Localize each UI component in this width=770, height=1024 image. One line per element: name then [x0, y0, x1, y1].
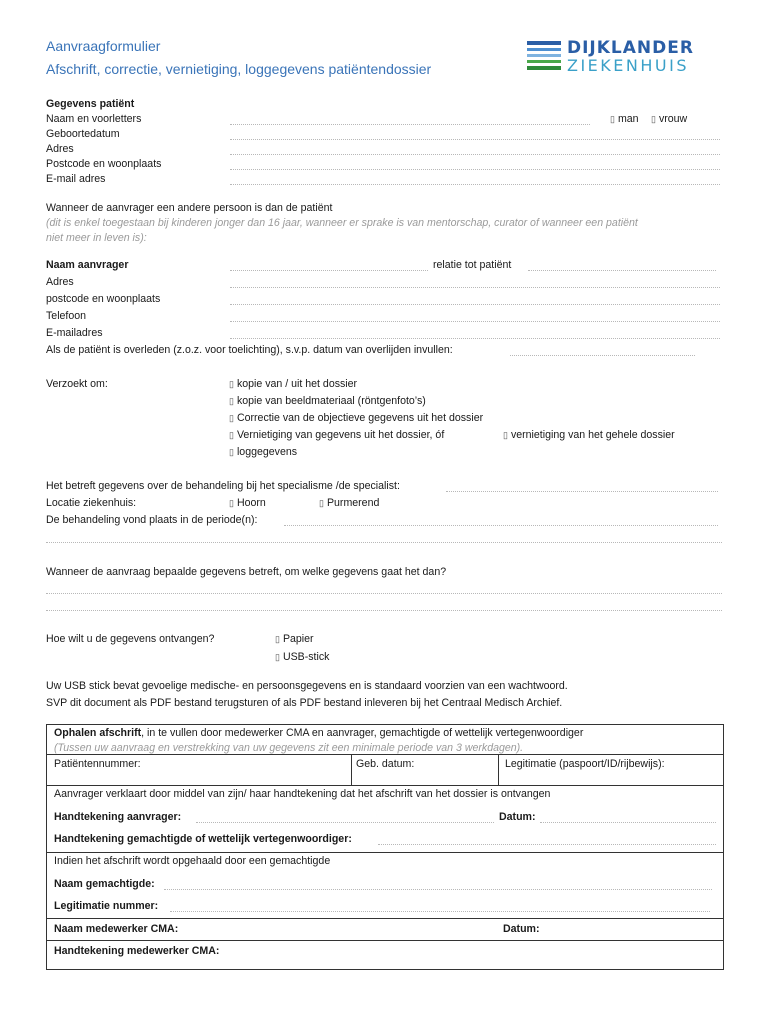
- pickup-heading: Ophalen afschrift, in te vullen door medewerker CMA en aanvrager, gemachtigde of wettelijk vertegenwoordiger: [54, 727, 584, 739]
- table-dob-label: Geb. datum:: [356, 758, 415, 770]
- requester-name-field[interactable]: [230, 270, 428, 271]
- cma-signature-label: Handtekening medewerker CMA:: [54, 945, 220, 957]
- table-divider: [46, 785, 723, 786]
- requester-note: Wanneer de aanvrager een andere persoon is dan de patiënt: [46, 202, 333, 214]
- table-col-divider: [498, 754, 499, 785]
- deceased-date-field[interactable]: [510, 355, 695, 356]
- patient-address-field[interactable]: [230, 154, 720, 155]
- cma-date-label: Datum:: [503, 923, 540, 935]
- patient-postal-field[interactable]: [230, 169, 720, 170]
- relation-field[interactable]: [528, 270, 716, 271]
- patient-number-label: Patiëntennummer:: [54, 758, 141, 770]
- specific-data-question: Wanneer de aanvraag bepaalde gegevens betreft, om welke gegevens gaat het dan?: [46, 566, 447, 578]
- patient-postal-label: Postcode en woonplaats: [46, 158, 162, 170]
- form-title: Aanvraagformulier: [46, 38, 161, 54]
- logo-text-top: DIJKLANDER: [567, 38, 694, 58]
- requester-phone-field[interactable]: [230, 321, 720, 322]
- patient-email-field[interactable]: [230, 184, 720, 185]
- period-field[interactable]: [284, 525, 718, 526]
- request-correction-checkbox[interactable]: ▯ Correctie van de objectieve gegevens uit het dossier: [229, 412, 483, 424]
- requester-email-field[interactable]: [230, 338, 720, 339]
- request-destroy-partial-checkbox[interactable]: ▯ Vernietiging van gegevens uit het dossier, óf: [229, 429, 444, 441]
- patient-heading: Gegevens patiënt: [46, 98, 135, 110]
- logo-text-bottom: ZIEKENHUIS: [567, 56, 689, 75]
- specialism-label: Het betreft gegevens over de behandeling bij het specialisme /de specialist:: [46, 480, 400, 492]
- requester-signature-field[interactable]: [196, 822, 494, 823]
- specific-data-field-1[interactable]: [46, 593, 722, 594]
- authorized-name-label: Naam gemachtigde:: [54, 878, 155, 890]
- requester-note-detail: (dit is enkel toegestaan bij kinderen jonger dan 16 jaar, wanneer er sprake is van mentorschap, curator of wanneer een patiënt: [46, 217, 638, 229]
- relation-label: relatie tot patiënt: [433, 259, 512, 271]
- patient-name-field[interactable]: [230, 124, 590, 125]
- table-divider: [46, 940, 723, 941]
- pdf-note: SVP dit document als PDF bestand terugsturen of als PDF bestand inleveren bij het Centraal Medisch Archief.: [46, 697, 563, 709]
- delivery-question: Hoe wilt u de gegevens ontvangen?: [46, 633, 215, 645]
- requester-name-label: Naam aanvrager: [46, 259, 129, 271]
- delivery-paper-checkbox[interactable]: ▯ Papier: [275, 633, 314, 645]
- patient-dob-label: Geboortedatum: [46, 128, 120, 140]
- id-label: Legitimatie (paspoort/ID/rijbewijs):: [505, 758, 665, 770]
- id-number-field[interactable]: [170, 911, 710, 912]
- specific-data-field-2[interactable]: [46, 610, 722, 611]
- cma-name-label: Naam medewerker CMA:: [54, 923, 179, 935]
- requester-postal-field[interactable]: [230, 304, 720, 305]
- authorized-name-field[interactable]: [164, 889, 712, 890]
- requester-date-field[interactable]: [540, 822, 716, 823]
- authorized-signature-label: Handtekening gemachtigde of wettelijk vertegenwoordiger:: [54, 833, 352, 845]
- request-copy-checkbox[interactable]: ▯ kopie van / uit het dossier: [229, 378, 357, 390]
- requester-date-label: Datum:: [499, 811, 536, 823]
- authorized-signature-field[interactable]: [378, 844, 716, 845]
- gender-man-checkbox[interactable]: ▯ man: [610, 113, 639, 125]
- patient-name-label: Naam en voorletters: [46, 113, 142, 125]
- declaration-text: Aanvrager verklaart door middel van zijn/ haar handtekening dat het afschrift van het dossier is ontvangen: [54, 788, 551, 800]
- pickup-note: (Tussen uw aanvraag en verstrekking van uw gegevens zit een minimale periode van 3 werkdagen).: [54, 742, 524, 754]
- requester-note-detail-2: niet meer in leven is):: [46, 232, 147, 244]
- patient-email-label: E-mail adres: [46, 173, 106, 185]
- gender-vrouw-checkbox[interactable]: ▯ vrouw: [651, 113, 687, 125]
- table-col-divider: [351, 754, 352, 785]
- request-images-checkbox[interactable]: ▯ kopie van beeldmateriaal (röntgenfoto’s): [229, 395, 426, 407]
- requester-email-label: E-mailadres: [46, 327, 103, 339]
- request-label: Verzoekt om:: [46, 378, 108, 390]
- requester-address-field[interactable]: [230, 287, 720, 288]
- table-divider: [46, 852, 723, 853]
- delivery-usb-checkbox[interactable]: ▯ USB-stick: [275, 651, 329, 663]
- requester-address-label: Adres: [46, 276, 74, 288]
- hospital-logo: [527, 38, 707, 74]
- patient-address-label: Adres: [46, 143, 74, 155]
- location-label: Locatie ziekenhuis:: [46, 497, 137, 509]
- authorized-note: Indien het afschrift wordt opgehaald door een gemachtigde: [54, 855, 331, 867]
- usb-note: Uw USB stick bevat gevoelige medische- en persoonsgegevens en is standaard voorzien van een wachtwoord.: [46, 680, 568, 692]
- period-label: De behandeling vond plaats in de periode(n):: [46, 514, 258, 526]
- request-destroy-all-checkbox[interactable]: ▯ vernietiging van het gehele dossier: [503, 429, 675, 441]
- deceased-label: Als de patiënt is overleden (z.o.z. voor toelichting), s.v.p. datum van overlijden invullen:: [46, 344, 453, 356]
- form-subtitle: Afschrift, correctie, vernietiging, loggegevens patiëntendossier: [46, 61, 432, 77]
- patient-dob-field[interactable]: [230, 139, 720, 140]
- period-field-extra[interactable]: [46, 542, 722, 543]
- table-divider: [46, 918, 723, 919]
- request-logs-checkbox[interactable]: ▯ loggegevens: [229, 446, 297, 458]
- specialism-field[interactable]: [446, 491, 718, 492]
- logo-mark-icon: [527, 39, 563, 73]
- location-hoorn-checkbox[interactable]: ▯ Hoorn: [229, 497, 266, 509]
- requester-phone-label: Telefoon: [46, 310, 87, 322]
- id-number-label: Legitimatie nummer:: [54, 900, 159, 912]
- requester-postal-label: postcode en woonplaats: [46, 293, 161, 305]
- location-purmerend-checkbox[interactable]: ▯ Purmerend: [319, 497, 379, 509]
- table-divider: [46, 754, 723, 755]
- requester-signature-label: Handtekening aanvrager:: [54, 811, 182, 823]
